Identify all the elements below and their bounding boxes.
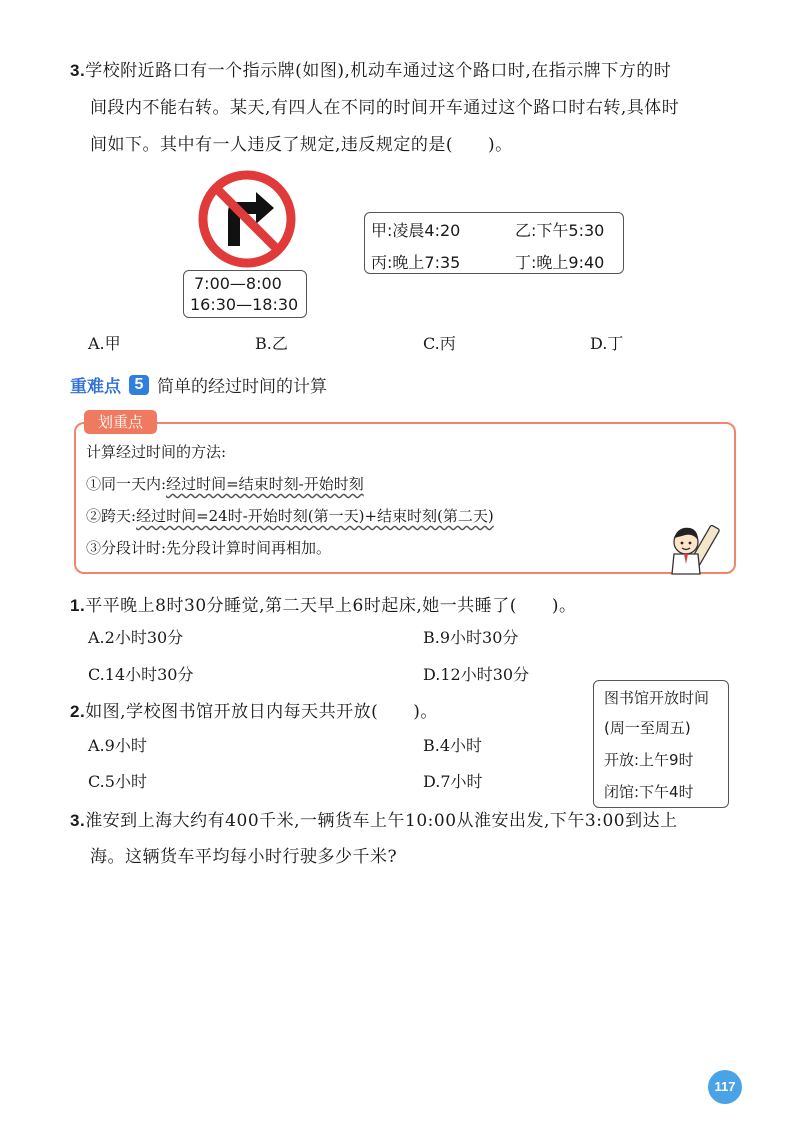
library-box-title: 图书馆开放时间 <box>604 689 710 707</box>
q2-option-c[interactable]: C.5小时 <box>88 772 147 791</box>
q3-line2: 海。这辆货车平均每小时行驶多少千米? <box>90 847 398 867</box>
driver-jia: 甲:凌晨4:20 <box>371 221 461 240</box>
section-label: 重难点 <box>70 377 121 397</box>
page-number: 117 <box>708 1070 742 1104</box>
sign-time-box <box>183 270 307 318</box>
prev-q3-option-b[interactable]: B.乙 <box>255 334 288 353</box>
sign-time-2: 16:30—18:30 <box>190 295 299 314</box>
library-hours-box <box>593 680 729 808</box>
library-box-close: 闭馆:下午4时 <box>604 783 694 801</box>
key-points-item2: ②跨天:经过时间=24时-开始时刻(第一天)+结束时刻(第二天) <box>86 507 494 525</box>
q1-option-b[interactable]: B.9小时30分 <box>423 628 519 647</box>
key-points-item3: ③分段计时:先分段计算时间再相加。 <box>86 539 332 557</box>
q1-text: 1.平平晚上8时30分睡觉,第二天早上6时起床,她一共睡了( )。 <box>70 596 577 616</box>
library-box-open: 开放:上午9时 <box>604 751 694 769</box>
prev-q3-line1: 3.学校附近路口有一个指示牌(如图),机动车通过这个路口时,在指示牌下方的时 <box>70 61 672 81</box>
prev-q3-option-c[interactable]: C.丙 <box>423 334 456 353</box>
driver-times-box <box>364 212 624 274</box>
q2-option-a[interactable]: A.9小时 <box>88 736 147 755</box>
driver-yi: 乙:下午5:30 <box>515 221 605 240</box>
prev-q3-option-a[interactable]: A.甲 <box>88 334 121 353</box>
q2-option-d[interactable]: D.7小时 <box>423 772 483 791</box>
prev-q3-line3: 间如下。其中有一人违反了规定,违反规定的是( )。 <box>90 135 513 155</box>
section-header <box>70 372 327 397</box>
prev-q3-option-d[interactable]: D.丁 <box>590 334 624 353</box>
q1-option-c[interactable]: C.14小时30分 <box>88 665 194 684</box>
driver-bing: 丙:晚上7:35 <box>371 253 461 272</box>
section-title: 简单的经过时间的计算 <box>157 377 327 397</box>
key-points-item1: ①同一天内:经过时间=结束时刻-开始时刻 <box>86 475 364 493</box>
q2-option-b[interactable]: B.4小时 <box>423 736 483 755</box>
no-right-turn-sign-icon <box>196 168 298 270</box>
q2-text: 2.如图,学校图书馆开放日内每天共开放( )。 <box>70 702 438 722</box>
key-points-tag: 划重点 <box>84 410 157 434</box>
sign-time-1: 7:00—8:00 <box>194 274 282 293</box>
q3-line1: 3.淮安到上海大约有400千米,一辆货车上午10:00从淮安出发,下午3:00到达上 <box>70 811 678 831</box>
key-points-intro: 计算经过时间的方法: <box>86 443 227 461</box>
q1-option-d[interactable]: D.12小时30分 <box>423 665 530 684</box>
driver-ding: 丁:晚上9:40 <box>515 253 605 272</box>
q1-option-a[interactable]: A.2小时30分 <box>88 628 184 647</box>
library-box-days: (周一至周五) <box>604 719 691 737</box>
mascot-pencil-icon <box>664 518 728 578</box>
prev-q3-line2: 间段内不能右转。某天,有四人在不同的时间开车通过这个路口时右转,具体时 <box>90 98 680 118</box>
section-number-badge: 5 <box>129 375 149 395</box>
